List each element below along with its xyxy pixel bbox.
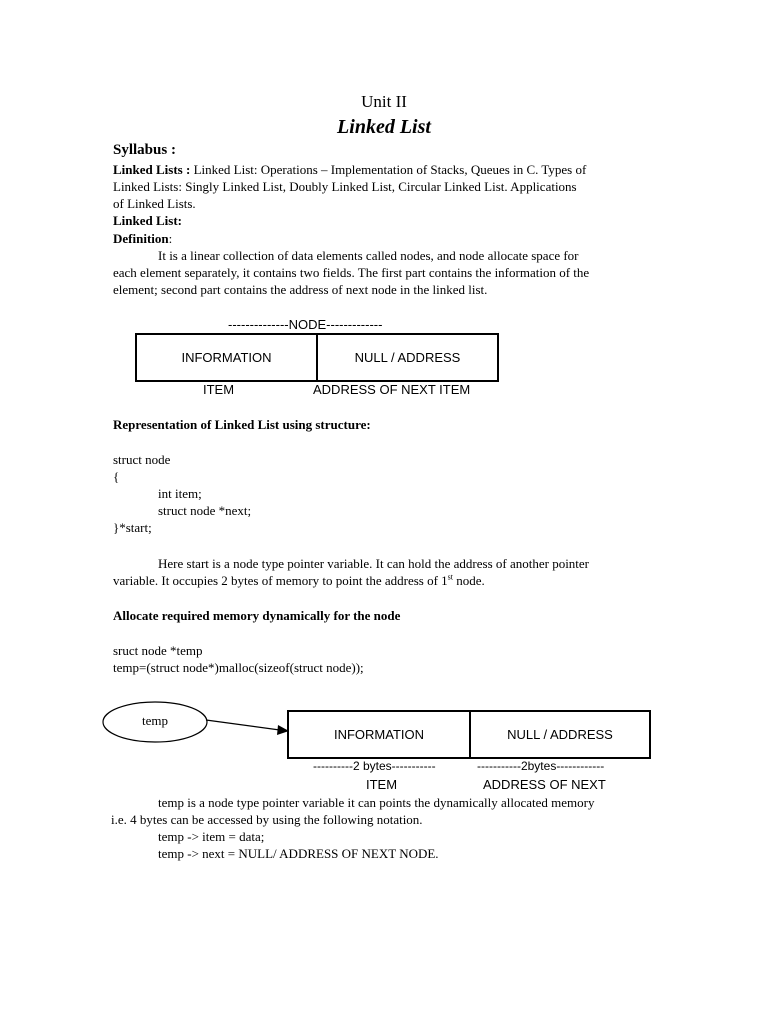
syllabus-line-1-text: Linked List: Operations – Implementation of Stacks, Queues in C. Types of xyxy=(190,162,587,177)
definition-label: Definition xyxy=(113,231,169,246)
start-explanation-line-1: Here start is a node type pointer variable. It can hold the address of another pointer xyxy=(158,556,590,571)
temp-oval-label: temp xyxy=(142,713,168,728)
syllabus-topic-label: Linked Lists : xyxy=(113,162,191,177)
temp-node-diagram xyxy=(287,710,651,759)
node-diagram xyxy=(135,333,499,382)
definition-colon: : xyxy=(168,231,173,246)
linked-list-heading: Linked List: xyxy=(113,213,182,228)
bytes-left-label: ----------2 bytes----------- xyxy=(313,759,436,773)
syllabus-line-3: of Linked Lists. xyxy=(113,196,196,211)
definition-line-1: It is a linear collection of data elements called nodes, and node allocate space for xyxy=(158,248,579,263)
bytes-right-label: -----------2bytes------------ xyxy=(477,759,605,773)
code-line: struct node xyxy=(113,452,171,467)
code-line: struct node *next; xyxy=(158,503,252,518)
node-item-caption: ITEM xyxy=(203,382,235,397)
definition-line-2: each element separately, it contains two fields. The first part contains the information of the xyxy=(113,265,590,280)
temp-item-caption: ITEM xyxy=(366,777,398,792)
temp-explanation-line-4: temp -> next = NULL/ ADDRESS OF NEXT NODE. xyxy=(158,846,439,861)
code-line: { xyxy=(113,469,120,484)
start-explanation-end: node. xyxy=(453,573,485,588)
alloc-code-line: sruct node *temp xyxy=(113,643,203,658)
temp-info-cell: INFORMATION xyxy=(333,727,425,742)
syllabus-line-2: Linked Lists: Singly Linked List, Doubly Linked List, Circular Linked List. Applications xyxy=(113,179,577,194)
pointer-arrow xyxy=(206,720,287,731)
definition-line-3: element; second part contains the address of next node in the linked list. xyxy=(113,282,488,297)
code-line: int item; xyxy=(158,486,202,501)
temp-explanation-line-1: temp is a node type pointer variable it can points the dynamically allocated memory xyxy=(158,795,595,810)
code-line: }*start; xyxy=(113,520,152,535)
representation-heading: Representation of Linked List using structure: xyxy=(113,417,371,432)
node-next-caption: ADDRESS OF NEXT ITEM xyxy=(313,382,471,397)
page-title: Linked List xyxy=(337,116,431,138)
temp-next-caption: ADDRESS OF NEXT xyxy=(483,777,606,792)
ordinal-suffix: st xyxy=(447,572,454,582)
start-explanation-text: variable. It occupies 2 bytes of memory to point the address of 1 xyxy=(113,573,448,588)
definition-label-line xyxy=(113,230,658,247)
temp-address-cell: NULL / ADDRESS xyxy=(507,727,613,742)
temp-explanation-line-3: temp -> item = data; xyxy=(158,829,265,844)
syllabus-label: Syllabus : xyxy=(113,142,176,158)
temp-explanation-line-2: i.e. 4 bytes can be accessed by using the following notation. xyxy=(111,812,423,827)
node-address-cell: NULL / ADDRESS xyxy=(354,350,461,365)
unit-heading: Unit II xyxy=(361,92,407,111)
start-explanation-line-2 xyxy=(113,572,658,589)
node-info-cell: INFORMATION xyxy=(181,350,272,365)
allocate-heading: Allocate required memory dynamically for the node xyxy=(113,608,401,623)
node-diagram-label: --------------NODE------------- xyxy=(228,317,383,332)
alloc-code-line: temp=(struct node*)malloc(sizeof(struct node)); xyxy=(113,660,364,675)
syllabus-line-1 xyxy=(113,161,658,178)
